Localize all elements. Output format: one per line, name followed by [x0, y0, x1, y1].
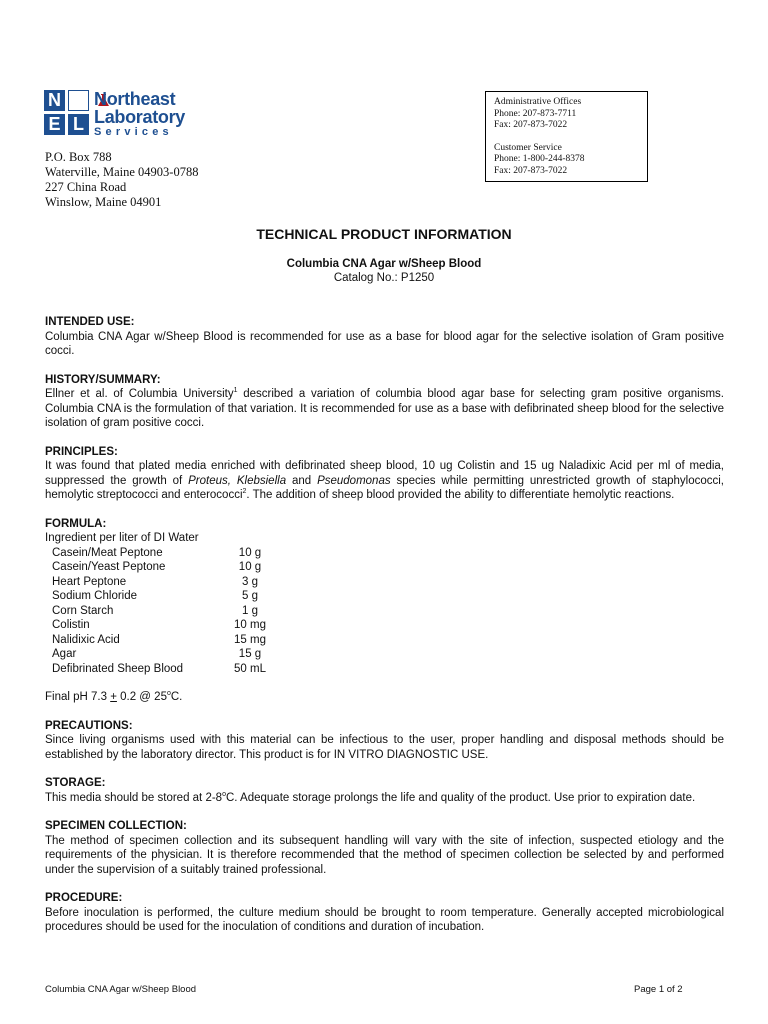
section-heading: SPECIMEN COLLECTION:: [45, 820, 187, 832]
section-principles: [45, 445, 724, 503]
section-heading: FORMULA:: [45, 517, 107, 530]
table-row: [52, 589, 724, 604]
logo-letter-l: L: [68, 114, 89, 135]
table-row: [52, 662, 724, 677]
document-body: [45, 315, 724, 949]
section-procedure: [45, 891, 724, 935]
document-title: TECHNICAL PRODUCT INFORMATION: [256, 226, 512, 242]
admin-fax: Fax: 207-873-7022: [494, 120, 568, 130]
section-text: Since living organisms used with this material can be infectious to the user, proper handling and disposal methods should be established by the laboratory director. This product is for IN VITRO DIAGNOSTIC USE.: [45, 734, 724, 761]
table-row: [52, 546, 724, 561]
ingredient-amount: 10 g: [238, 561, 262, 573]
ingredient-amount: 1 g: [242, 604, 258, 617]
final-ph: Final pH 7.3 + 0.2 @ 25$^o$C.: [45, 690, 183, 703]
customer-service-fax: Fax: 207-873-7022: [494, 165, 568, 176]
section-storage: [45, 776, 724, 805]
logo-wordmark: [94, 90, 185, 138]
ingredient-amount: 15 g: [238, 648, 262, 660]
section-text: Columbia CNA Agar w/Sheep Blood is recommended for use as a base for blood agar for the selective isolation of Gram positive cocci.: [45, 330, 724, 357]
logo-line-northeast: Northeast: [94, 89, 176, 109]
customer-service-phone: Phone: 1-800-244-8378: [494, 154, 585, 164]
address-line: Waterville, Maine 04903-0788: [45, 165, 199, 179]
company-logo: [44, 90, 194, 136]
ingredient-amount: 10 mg: [234, 619, 266, 631]
section-specimen-collection: [45, 819, 724, 877]
customer-service-title: Customer Service: [494, 142, 562, 153]
section-text: This media should be stored at 2-8$^o$C. Adequate storage prolongs the life and quality of the product. Use prior to expiration date.: [45, 790, 696, 804]
address-line: Winslow, Maine 04901: [45, 195, 162, 209]
address-line: P.O. Box 788: [45, 150, 112, 164]
ingredient-amount: 15 mg: [234, 633, 266, 646]
contact-box: [485, 91, 648, 182]
section-heading: PROCEDURE:: [45, 892, 123, 904]
ingredient-name: Colistin: [52, 619, 90, 631]
table-row: [52, 604, 724, 619]
ingredient-name: Casein/Meat Peptone: [52, 546, 163, 559]
ingredient-name: Corn Starch: [52, 604, 114, 617]
section-text: The method of specimen collection and its subsequent handling will vary with the site of infection, suspected etiology and the requirements of the physician. It is therefore recommended that the method of specimen collection be selected by and performed under the supervision of a suitably trained professional.: [45, 834, 724, 876]
footer-product-name: Columbia CNA Agar w/Sheep Blood: [45, 984, 197, 995]
ingredient-amount: 10 g: [238, 546, 262, 559]
ingredient-name: Agar: [52, 648, 77, 660]
logo-line-laboratory: Laboratory: [94, 107, 186, 127]
section-precautions: [45, 719, 724, 763]
ingredient-name: Casein/Yeast Peptone: [52, 561, 166, 573]
logo-mark: [44, 90, 90, 136]
admin-phone: Phone: 207-873-7711: [494, 108, 577, 119]
ingredient-name: Heart Peptone: [52, 575, 127, 588]
table-row: [52, 647, 724, 662]
ingredient-name: Sodium Chloride: [52, 590, 138, 602]
section-intended-use: [45, 315, 724, 359]
table-row: [52, 618, 724, 633]
logo-line-services: Services: [94, 126, 173, 138]
ingredient-amount: 3 g: [242, 575, 258, 588]
section-history: [45, 373, 724, 431]
section-heading: HISTORY/SUMMARY:: [45, 373, 161, 386]
mailing-address: [45, 150, 198, 210]
table-row: [52, 560, 724, 575]
table-row: [52, 575, 724, 590]
section-text: Ellner et al. of Columbia University$^1$ described a variation of columbia blood agar base for selecting gram positive organisms. Columbia CNA is the formulation of that variation. It is recommended for use as a base with defibrinated sheep blood for the selective isolation of gram positive cocci.: [45, 387, 724, 429]
ingredient-name: Defibrinated Sheep Blood: [52, 662, 184, 675]
ingredient-amount: 50 mL: [234, 662, 266, 675]
catalog-number: Catalog No.: P1250: [333, 272, 435, 284]
product-name: Columbia CNA Agar w/Sheep Blood: [286, 258, 482, 270]
section-text: Before inoculation is performed, the culture medium should be brought to room temperature. Generally accepted microbiological procedures should be used for the inoculation of conditions and duration of incubation.: [45, 906, 724, 933]
ingredient-amount: 5 g: [242, 590, 258, 602]
section-heading: PRINCIPLES:: [45, 445, 118, 458]
logo-letter-n: N: [44, 90, 65, 111]
formula-intro: Ingredient per liter of DI Water: [45, 532, 199, 544]
section-heading: STORAGE:: [45, 777, 106, 789]
admin-offices-title: Administrative Offices: [494, 97, 582, 107]
logo-letter-e: E: [44, 114, 65, 135]
section-formula: [45, 517, 724, 705]
ingredient-name: Nalidixic Acid: [52, 633, 120, 646]
page-number: Page 1 of 2: [634, 984, 683, 995]
section-heading: PRECAUTIONS:: [45, 719, 133, 732]
formula-table: [52, 546, 724, 677]
logo-flask-cell: [68, 90, 89, 111]
section-text: It was found that plated media enriched with defibrinated sheep blood, 10 ug Colistin and 15 ug Naladixic Acid per ml of media, suppressed the growth of Proteus, Klebsiella and Pseudomonas species while permitting unrestricted growth of staphylococci, hemolytic streptococci and enterococci$^2$. The addition of sheep blood provided the ability to differentiate hemolytic reactions.: [45, 460, 724, 501]
section-heading: INTENDED USE:: [45, 316, 135, 328]
table-row: [52, 633, 724, 648]
address-line: 227 China Road: [45, 180, 127, 194]
